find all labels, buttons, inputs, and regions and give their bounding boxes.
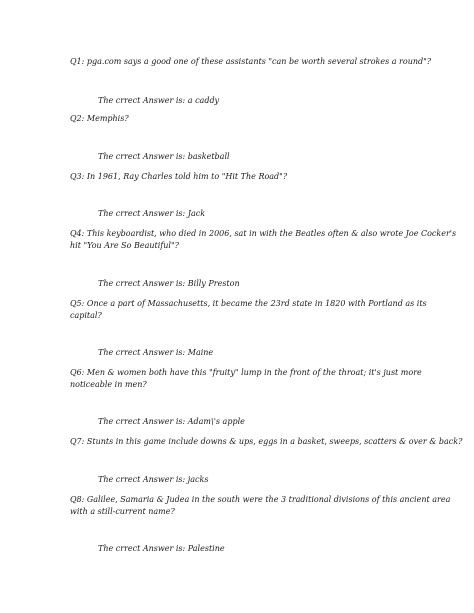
- question-6-line-1: Q6: Men & women both have this "fruity" lump in the front of the throat; it's just more: [70, 368, 422, 377]
- question-5-line-2: capital?: [70, 311, 102, 320]
- answer-6: The crrect Answer is: Adam\'s apple: [98, 417, 245, 426]
- answer-3: The crrect Answer is: Jack: [98, 209, 206, 218]
- question-1-line-1: Q1: pga.com says a good one of these assistants "can be worth several strokes a round"?: [70, 57, 432, 66]
- answer-1: The crrect Answer is: a caddy: [98, 96, 220, 105]
- question-2-line-1: Q2: Memphis?: [70, 114, 129, 123]
- answer-5: The crrect Answer is: Maine: [98, 348, 214, 357]
- question-3-line-1: Q3: In 1961, Ray Charles told him to "Hit The Road"?: [70, 172, 288, 181]
- question-8-line-1: Q8: Galilee, Samaria & Judea in the south were the 3 traditional divisions of this ancient area: [70, 495, 451, 504]
- answer-7: The crrect Answer is: jacks: [98, 475, 209, 484]
- question-4-line-2: hit "You Are So Beautiful"?: [70, 241, 179, 250]
- answer-2: The crrect Answer is: basketball: [98, 152, 230, 161]
- answer-8: The crrect Answer is: Palestine: [98, 544, 225, 553]
- question-8-line-2: with a still-current name?: [70, 507, 175, 516]
- question-6-line-2: noticeable in men?: [70, 380, 147, 389]
- question-7-line-1: Q7: Stunts in this game include downs & ups, eggs in a basket, sweeps, scatters & over & back?: [70, 437, 463, 446]
- answer-4: The crrect Answer is: Billy Preston: [98, 279, 240, 288]
- question-5-line-1: Q5: Once a part of Massachusetts, it became the 23rd state in 1820 with Portland as its: [70, 299, 427, 308]
- question-4-line-1: Q4: This keyboardist, who died in 2006, sat in with the Beatles often & also wrote Joe Cocker's: [70, 229, 457, 238]
